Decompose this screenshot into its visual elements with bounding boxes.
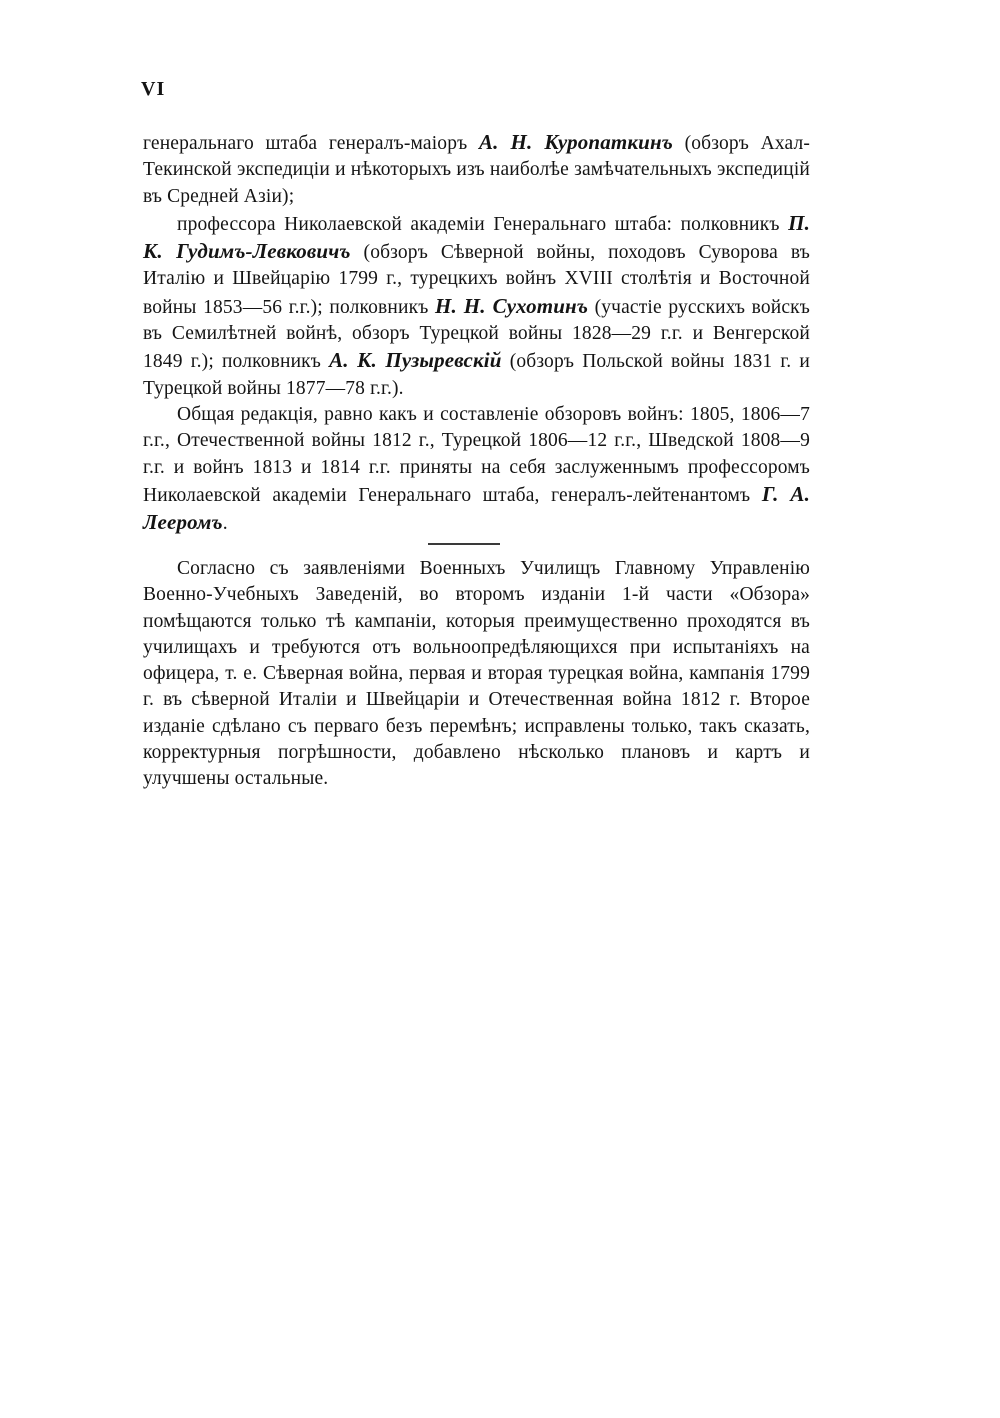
paragraph-text: (обзоръ Сѣверной войны, походовъ Суворова въ Италію и Швейцарію 1799 г., турецкихъ войнъ XVIII столѣтія и Восточной войны 1853—56 г.г.); полковникъ <box>143 242 810 318</box>
section-divider <box>428 543 500 545</box>
paragraph-text: (участіе русскихъ войскъ въ Семилѣтней войнѣ, обзоръ Турецкой войны 1828—29 г.г. и Венгерской 1849 г.); полковникъ <box>143 296 811 373</box>
paragraph-general-editing <box>143 402 810 537</box>
paragraph-text: . <box>222 513 228 535</box>
paragraph-text: генеральнаго штаба генералъ-маіоръ <box>143 133 479 154</box>
author-name-leer: Г. А. Лееромъ <box>143 481 810 535</box>
page-number: VI <box>141 78 166 100</box>
second-edition-note <box>143 556 810 793</box>
paragraph-text: профессора Николаевской академіи Генеральнаго штаба: полковникъ <box>177 213 789 235</box>
paragraph-text: (обзоръ Ахал-Текинской экспедиціи и нѣкоторыхъ изъ наиболѣе замѣчательныхъ экспедицій въ Средней Азіи); <box>143 133 810 207</box>
paragraph-kuropatkin <box>143 129 810 210</box>
paragraph-professors <box>143 210 810 402</box>
author-name-sukhotin: Н. Н. Сухотинъ <box>434 293 589 318</box>
author-name-kuropatkin: А. Н. Куропаткинъ <box>478 130 673 154</box>
paragraph-second-edition: Согласно съ заявленіями Военныхъ Училищъ Главному Управленію Военно-Учебныхъ Заведеній, во второмъ изданіи 1-й части «Обзора» помѣщаются только тѣ кампаніи, которыя преимущественно проходятся въ училищахъ и требуются отъ вольноопредѣляющихся при испытаніяхъ на офицера, т. е. Сѣверная война, первая и вторая турецкая война, кампанія 1799 г. въ сѣверной Италіи и Швейцаріи и Отечественная война 1812 г. Второе изданіе сдѣлано съ перваго безъ перемѣнъ; исправлены только, такъ сказать, корректурныя погрѣшности, добавлено нѣсколько плановъ и картъ и улучшены остальные. <box>143 558 810 790</box>
paragraph-text: (обзоръ Польской войны 1831 г. и Турецкой войны 1877—78 г.г.). <box>143 351 811 399</box>
author-name-gudim-levkovich: П. К. Гудимъ-Левковичъ <box>143 210 810 264</box>
author-name-puzyrevsky: А. К. Пузыревскій <box>329 348 502 373</box>
paragraph-text: Общая редакція, равно какъ и составленіе обзоровъ войнъ: 1805, 1806—7 г.г., Отечественной войны 1812 г., Турецкой 1806—12 г.г., Шведской 1808—9 г.г. и войнъ 1813 и 1814 г.г. приняты на себя заслуженнымъ профессоромъ Николаевской академіи Генеральнаго штаба, генералъ-лейтенантомъ <box>143 403 810 506</box>
contributors-section <box>143 129 810 537</box>
